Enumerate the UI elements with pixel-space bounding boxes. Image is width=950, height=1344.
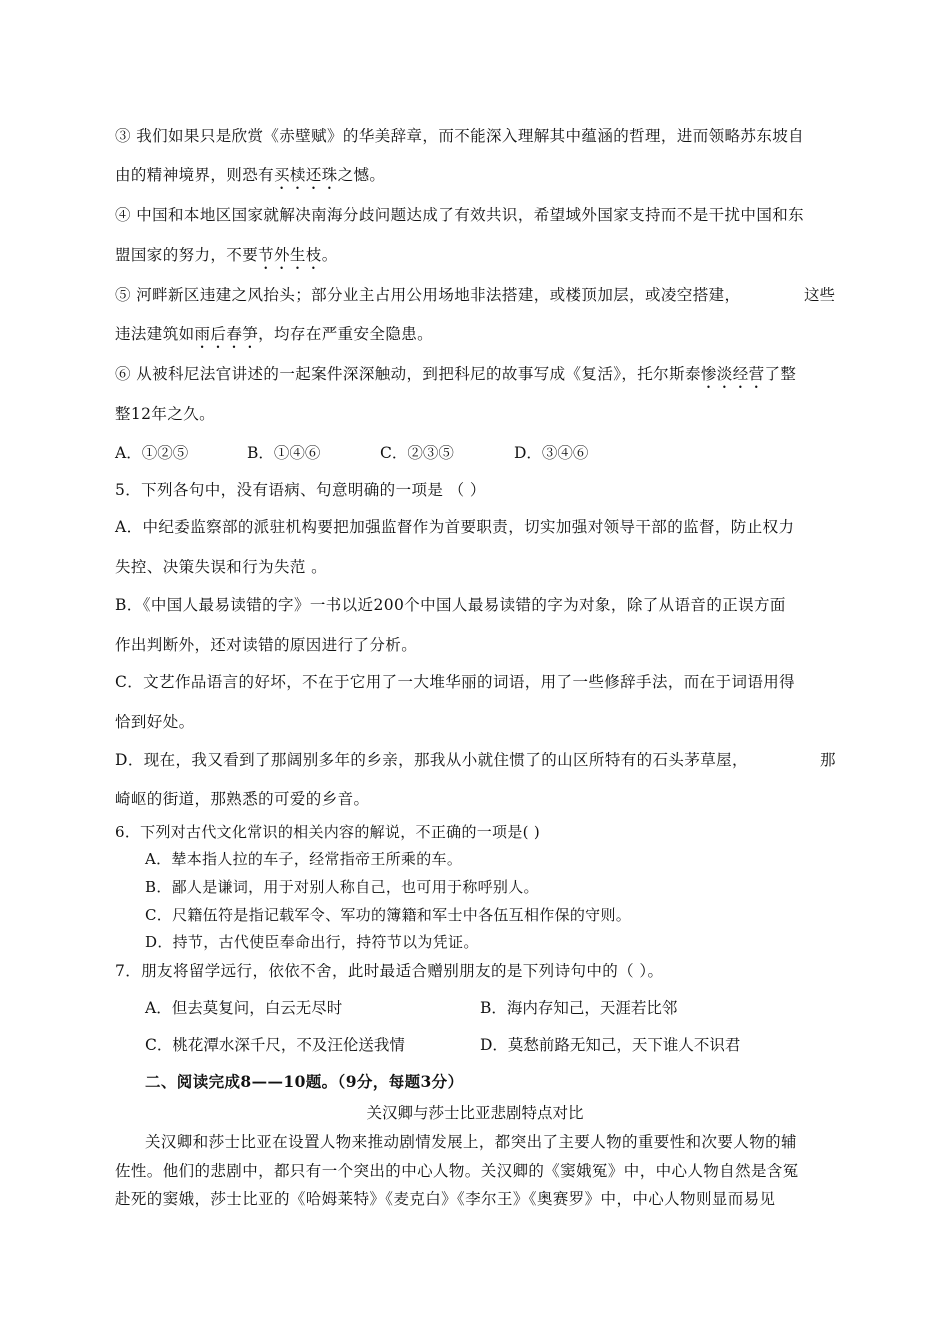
passage-line-3: 赴死的窦娥，莎士比亚的《哈姆莱特》《麦克白》《李尔王》《奥赛罗》中，中心人物则显而易见 [115,1190,776,1208]
item-5-line-1: ⑤ 河畔新区违建之风抬头；部分业主占用公用场地非法搭建，或楼顶加层，或凌空搭建， [115,286,741,304]
idiom-maidu-huanzhu: 买椟还珠 [274,166,338,184]
item-4-line-1: ④ 中国和本地区国家就解决南海分歧问题达成了有效共识，希望域外国家支持而不是干扰中国和东 [115,206,805,224]
item-3-text: 由的精神境界，则恐有 [115,166,275,184]
question-5-option-c-line-1: C．文艺作品语言的好坏，不在于它用了一大堆华丽的词语，用了一些修辞手法，而在于词语用得 [115,673,796,691]
question-5-option-d-line-1-end: 那 [820,751,836,769]
section-2-heading: 二、阅读完成8——10题。（9分，每题3分） [145,1072,464,1091]
question-7-option-c: C．桃花潭水深千尺，不及汪伦送我情 [145,1036,405,1054]
item-4-tail: 。 [321,246,338,264]
question-6-option-c: C．尺籍伍符是指记载军令、军功的簿籍和军士中各伍互相作保的守则。 [145,906,632,924]
question-6-option-a: A．辇本指人拉的车子，经常指帝王所乘的车。 [145,850,463,868]
option-a: A．①②⑤ [115,444,189,462]
passage-title: 关汉卿与莎士比亚悲剧特点对比 [366,1104,584,1122]
item-5-line-2 [115,323,433,352]
question-6-stem: 6．下列对古代文化常识的相关内容的解说，不正确的一项是( ) [115,823,541,841]
question-6-option-d: D．持节，古代使臣奉命出行，持符节以为凭证。 [145,933,479,951]
question-5-option-d-line-2: 崎岖的街道，那熟悉的可爱的乡音。 [115,790,370,808]
item-6-line-2: 整12年之久。 [115,405,216,423]
option-d: D．③④⑥ [514,444,589,462]
option-b: B．①④⑥ [247,444,321,462]
question-6-option-b: B．鄙人是谦词，用于对别人称自己，也可用于称呼别人。 [145,878,539,896]
idiom-candan-jingying: 惨淡经营 [700,365,765,383]
question-7-option-d: D．莫愁前路无知己，天下谁人不识君 [480,1036,741,1054]
passage-line-1: 关汉卿和莎士比亚在设置人物来推动剧情发展上，都突出了主要人物的重要性和次要人物的辅 [145,1133,797,1151]
question-7-option-a: A．但去莫复问，白云无尽时 [145,999,343,1017]
question-5-stem: 5．下列各句中，没有语病、句意明确的一项是 （ ） [115,481,486,499]
item-5-tail: ，均存在严重安全隐患。 [258,325,434,343]
question-5-option-a-line-1: A．中纪委监察部的派驻机构要把加强监督作为首要职责，切实加强对领导干部的监督，防止权力 [115,518,795,536]
item-3-tail: 之憾。 [337,166,386,184]
item-3-line-2 [115,164,385,193]
option-c: C．②③⑤ [380,444,454,462]
item-3-line-1: ③ 我们如果只是欣赏《赤壁赋》的华美辞章，而不能深入理解其中蕴涵的哲理，进而领略苏东坡自 [115,127,805,145]
idiom-jiewai-shengzhi: 节外生枝 [258,246,322,264]
idiom-yuhou-chunsun: 雨后春笋 [194,325,259,343]
question-7-option-b: B．海内存知己，天涯若比邻 [480,999,678,1017]
question-5-option-d-line-1: D．现在，我又看到了那阔别多年的乡亲，那我从小就住惯了的山区所特有的石头茅草屋， [115,751,748,769]
item-5-line-1-end: 这些 [804,286,836,304]
item-4-text: 盟国家的努力，不要 [115,246,259,264]
item-6-line-1 [115,363,796,392]
question-5-option-c-line-2: 恰到好处。 [115,713,195,731]
item-4-line-2 [115,244,338,273]
question-5-option-b-line-1: B．《中国人最易读错的字》一书以近200个中国人最易读错的字为对象，除了从语音的正误方面 [115,596,786,614]
item-5-text: 违法建筑如 [115,325,195,343]
item-6-tail: 了整 [764,365,797,383]
question-5-option-a-line-2: 失控、决策失误和行为失范 。 [115,558,328,576]
question-5-option-b-line-2: 作出判断外，还对读错的原因进行了分析。 [115,636,418,654]
question-7-stem: 7．朋友将留学远行，依依不舍，此时最适合赠别朋友的是下列诗句中的（ ）。 [115,962,664,980]
item-6-text: ⑥ 从被科尼法官讲述的一起案件深深触动，到把科尼的故事写成《复活》，托尔斯泰 [115,365,701,383]
passage-line-2: 佐性。他们的悲剧中，都只有一个突出的中心人物。关汉卿的《窦娥冤》中，中心人物自然是含冤 [115,1162,799,1180]
